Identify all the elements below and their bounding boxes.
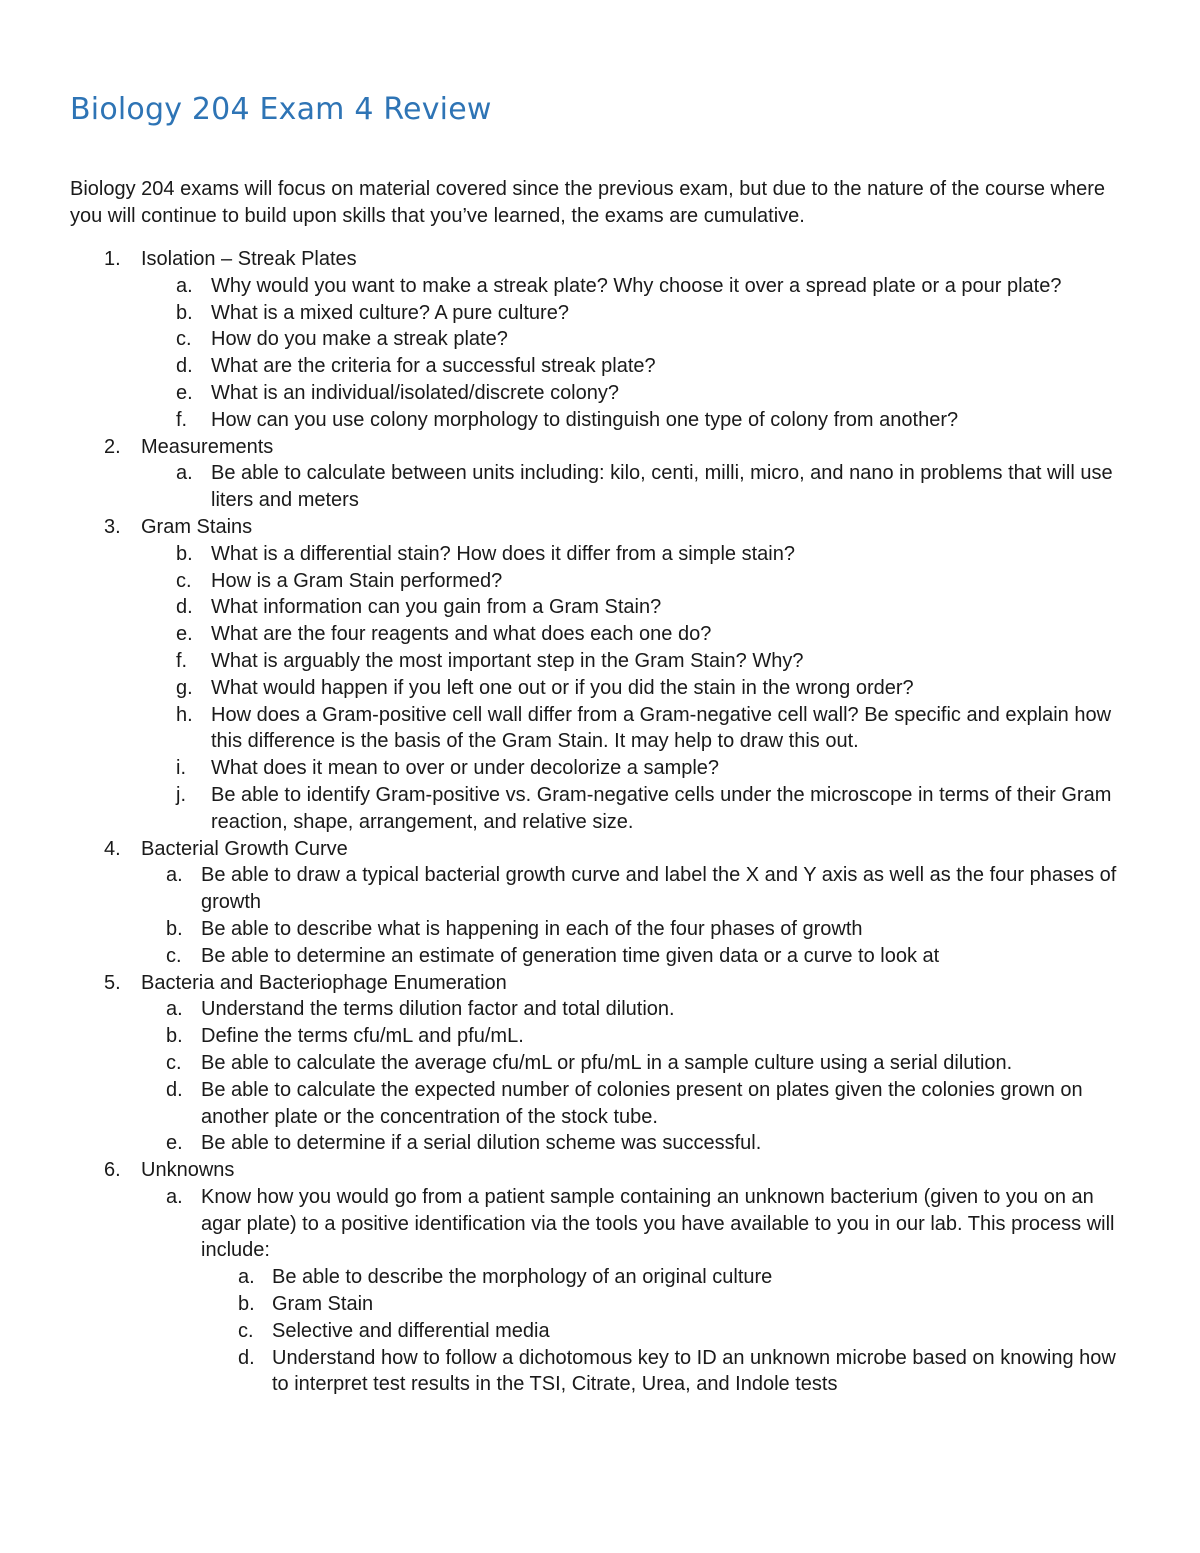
list-item-text: Why would you want to make a streak plate? Why choose it over a spread plate or a pour plate? [211,274,1062,297]
list-item [0,621,1131,648]
list-marker: d. [238,1346,255,1369]
intro-paragraph: Biology 204 exams will focus on material covered since the previous exam, but due to the nature of the course where you will continue to build upon skills that you’ve learned, the exams are cumulative. [70,178,1106,227]
list-item [0,594,1131,621]
list-marker: i. [176,757,186,780]
list-marker: a. [238,1266,255,1289]
section-growth-curve [0,836,1200,863]
list-marker: h. [176,703,193,726]
list-item [0,916,1131,943]
list-item [0,1050,1131,1077]
list-item-text: Be able to calculate the expected number of colonies present on plates given the colonies grown on another plate or the concentration of the stock tube. [201,1078,1083,1128]
list-marker: 2. [104,435,121,458]
list-item-text: Be able to calculate between units including: kilo, centi, milli, micro, and nano in problems that will use liters and meters [211,462,1113,512]
section-label: Isolation – Streak Plates [141,248,357,270]
list-marker: 5. [104,971,121,994]
section-isolation [0,246,1200,273]
list-item [0,648,1131,675]
list-marker: b. [176,301,193,324]
list-item [0,541,1131,568]
list-item [0,782,1131,836]
list-item-text: What are the four reagents and what does each one do? [211,623,712,646]
list-item [0,353,1131,380]
list-marker: f. [176,408,188,431]
list-item-text: What is arguably the most important step in the Gram Stain? Why? [211,649,804,672]
list-item [0,300,1131,327]
section-label: Bacterial Growth Curve [141,837,348,860]
list-item-text: How does a Gram-positive cell wall differ from a Gram-negative cell wall? Be specific and explain how this difference is the basis of the Gram Stain. It may help to draw this out. [211,703,1112,753]
list-item-text: Be able to calculate the average cfu/mL or pfu/mL in a sample culture using a serial dilution. [201,1051,1013,1074]
list-item-text: Be able to identify Gram-positive vs. Gram-negative cells under the microscope in terms of their Gram reaction, shape, arrangement, and relative size. [211,783,1112,833]
list-marker: e. [166,1132,183,1155]
list-item-text: How is a Gram Stain performed? [211,569,503,592]
list-marker: b. [176,542,193,565]
section-measurements [0,434,1200,461]
list-marker: f. [176,649,188,672]
list-item [0,407,1131,434]
list-item [0,996,1131,1023]
list-marker: e. [176,623,193,646]
list-item-text: Be able to describe the morphology of an original culture [272,1266,773,1289]
list-item [0,1184,1131,1264]
list-item-text: Know how you would go from a patient sample containing an unknown bacterium (given to you on an agar plate) to a positive identification via the tools you have available to you in our lab. This process will include: [201,1185,1115,1262]
list-item-text: Understand the terms dilution factor and total dilution. [201,998,675,1021]
list-marker: a. [166,864,183,887]
list-item [0,1130,1131,1157]
sub-list-item [0,1291,1132,1318]
list-item-text: Be able to determine if a serial dilution scheme was successful. [201,1132,762,1155]
list-item [0,755,1131,782]
list-item [0,273,1131,300]
section-label: Unknowns [141,1159,235,1182]
list-item [0,702,1131,756]
list-item-text: Selective and differential media [272,1319,550,1342]
list-item-text: What is a mixed culture? A pure culture? [211,301,569,324]
list-marker: 3. [104,515,121,538]
list-item [0,568,1131,595]
list-marker: a. [166,1185,183,1208]
document-title: Biology 204 Exam 4 Review [70,92,492,127]
list-marker: 1. [104,248,121,270]
list-item-text: Be able to determine an estimate of generation time given data or a curve to look at [201,944,940,967]
list-marker: d. [166,1078,183,1101]
list-item-text: How do you make a streak plate? [211,328,508,351]
list-marker: d. [176,355,193,378]
list-item [0,1023,1131,1050]
list-item-text: Be able to draw a typical bacterial growth curve and label the X and Y axis as well as the four phases of growth [201,864,1117,914]
list-marker: b. [238,1293,255,1316]
list-item-text: Gram Stain [272,1293,374,1316]
list-item [0,862,1131,916]
list-item [0,675,1131,702]
list-item-text: Be able to describe what is happening in each of the four phases of growth [201,917,863,940]
list-item-text: Understand how to follow a dichotomous key to ID an unknown microbe based on knowing how to interpret test results in the TSI, Citrate, Urea, and Indole tests [272,1346,1116,1396]
section-enumeration [0,970,1200,997]
list-marker: c. [166,1051,182,1074]
list-marker: g. [176,676,193,699]
sub-list-item [0,1264,1132,1291]
list-item-text: Define the terms cfu/mL and pfu/mL. [201,1025,524,1048]
list-marker: e. [176,381,193,404]
list-item-text: How can you use colony morphology to distinguish one type of colony from another? [211,408,959,431]
list-marker: c. [238,1319,254,1342]
list-item-text: What is an individual/isolated/discrete colony? [211,381,619,404]
list-item [0,460,1131,514]
list-item [0,943,1131,970]
list-marker: b. [166,1025,183,1048]
list-marker: a. [176,274,193,297]
section-label: Bacteria and Bacteriophage Enumeration [141,971,507,994]
list-marker: c. [166,944,182,967]
list-item [0,1077,1131,1131]
sub-list-item [0,1318,1132,1345]
list-item [0,326,1131,353]
list-item [0,380,1131,407]
review-outline [0,246,1200,1398]
list-marker: j. [176,783,186,806]
list-item-text: What would happen if you left one out or if you did the stain in the wrong order? [211,676,914,699]
list-marker: c. [176,328,192,351]
list-item-text: What are the criteria for a successful streak plate? [211,355,656,378]
section-label: Gram Stains [141,515,253,538]
list-marker: a. [166,998,183,1021]
list-marker: 4. [104,837,121,860]
section-unknowns [0,1157,1200,1184]
list-marker: 6. [104,1159,121,1182]
list-marker: b. [166,917,183,940]
list-item-text: What is a differential stain? How does it differ from a simple stain? [211,542,795,565]
section-label: Measurements [141,435,274,458]
section-gram-stains [0,514,1200,541]
sub-list-item [0,1345,1132,1399]
list-item-text: What information can you gain from a Gram Stain? [211,596,662,619]
list-item-text: What does it mean to over or under decolorize a sample? [211,757,720,780]
list-marker: a. [176,462,193,485]
list-marker: d. [176,596,193,619]
list-marker: c. [176,569,192,592]
